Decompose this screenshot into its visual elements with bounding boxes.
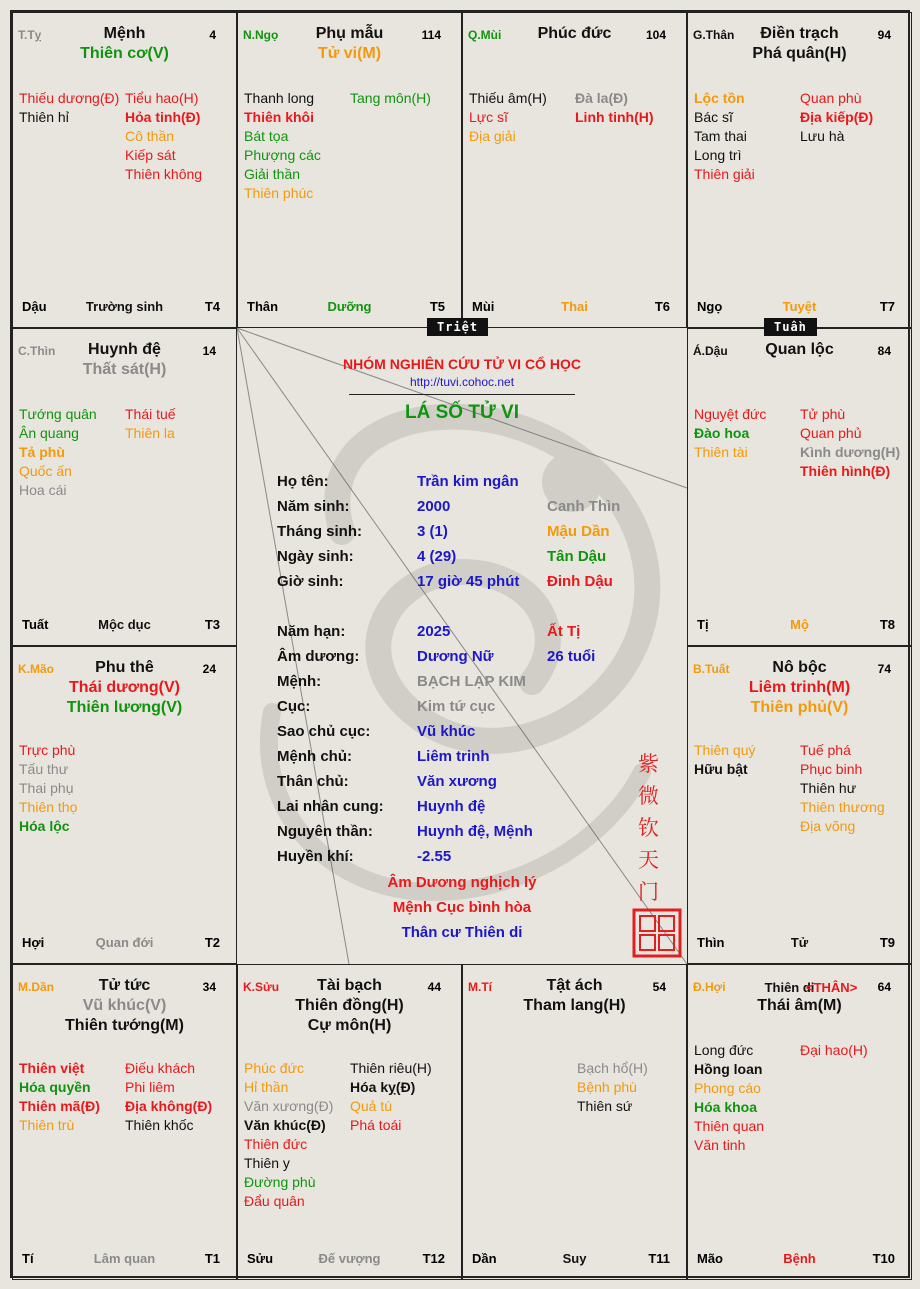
star-column-left xyxy=(19,405,97,500)
palace-cell-thin[interactable] xyxy=(12,328,237,646)
than-tag: <THÂN> xyxy=(806,980,858,995)
cycle-label: T11 xyxy=(648,1251,670,1266)
minor-star: Kiếp sát xyxy=(125,147,176,163)
minor-star: Phượng các xyxy=(244,147,321,163)
heavenly-stem-label: T.Tỵ xyxy=(18,28,42,42)
info-value: 2000 xyxy=(417,498,451,515)
star-column-right xyxy=(800,405,900,481)
life-stage-label: Dưỡng xyxy=(327,299,372,314)
main-star: Cự môn(H) xyxy=(307,1017,392,1034)
main-star: Thiên tướng(M) xyxy=(65,1017,184,1034)
minor-star: Quốc ấn xyxy=(19,463,72,479)
minor-star: Đường phù xyxy=(244,1174,316,1190)
minor-star: Cô thần xyxy=(125,128,175,144)
age-marker: 64 xyxy=(877,980,891,994)
life-stage-label: Thai xyxy=(561,299,588,314)
info-extra: Mậu Dần xyxy=(547,523,610,540)
tuan-badge: Tuần xyxy=(764,318,817,336)
minor-star: Phá toái xyxy=(350,1117,402,1133)
minor-star: Bệnh phù xyxy=(577,1079,637,1095)
age-marker: 94 xyxy=(877,28,891,42)
palace-cell-tuat[interactable] xyxy=(687,646,912,964)
star-column-right xyxy=(800,1041,868,1060)
life-stage-label: Quan đới xyxy=(95,935,154,950)
palace-name: Thiên di xyxy=(764,980,815,995)
minor-star: Tam thai xyxy=(694,128,747,144)
branch-label: Ngọ xyxy=(697,299,723,314)
age-marker: 114 xyxy=(421,28,441,42)
minor-star: Lưu hà xyxy=(800,128,845,144)
star-column-right xyxy=(800,89,873,146)
summary-note: Âm Dương nghịch lý xyxy=(387,874,537,891)
life-stage-label: Tuyệt xyxy=(782,299,817,314)
minor-star: Thai phụ xyxy=(19,780,74,796)
minor-star: Lộc tồn xyxy=(694,90,745,106)
palace-cell-dan[interactable] xyxy=(12,964,237,1280)
minor-star: Phúc đức xyxy=(244,1060,304,1076)
minor-star: Điếu khách xyxy=(125,1060,196,1076)
life-stage-label: Trường sinh xyxy=(85,299,164,314)
heavenly-stem-label: Đ.Hợi xyxy=(693,980,726,994)
branch-label: Dậu xyxy=(22,299,47,314)
info-value: 2025 xyxy=(417,623,451,640)
info-label: Họ tên: xyxy=(277,473,329,490)
cycle-label: T6 xyxy=(654,299,670,314)
star-column-left xyxy=(244,1059,333,1211)
minor-star: Tấu thư xyxy=(19,761,69,777)
heavenly-stem-label: Á.Dậu xyxy=(693,344,728,358)
palace-name: Nô bộc xyxy=(772,659,827,676)
info-value: BẠCH LẠP KIM xyxy=(417,673,526,690)
minor-star: Tang môn(H) xyxy=(350,90,431,106)
minor-star: Hồng loan xyxy=(694,1061,763,1077)
cycle-label: T1 xyxy=(204,1251,220,1266)
minor-star: Thiên thương xyxy=(800,799,885,815)
palace-name: Tài bạch xyxy=(317,977,382,994)
palace-name: Điền trạch xyxy=(760,25,839,42)
minor-star: Thiên việt xyxy=(19,1060,85,1076)
center-info-panel xyxy=(237,328,687,964)
info-value: Dương Nữ xyxy=(417,648,494,665)
info-label: Thân chủ: xyxy=(277,773,349,790)
palace-cell-mao[interactable] xyxy=(12,646,237,964)
info-label: Mệnh: xyxy=(277,673,322,690)
star-column-left xyxy=(694,405,766,462)
branch-label: Dần xyxy=(472,1251,497,1266)
cycle-label: T2 xyxy=(204,935,220,950)
minor-star: Thiên hư xyxy=(800,780,857,796)
cycle-label: T3 xyxy=(204,617,220,632)
minor-star: Hóa quyền xyxy=(19,1079,91,1095)
age-marker: 104 xyxy=(645,28,666,42)
life-stage-label: Suy xyxy=(562,1251,587,1266)
age-marker: 84 xyxy=(877,344,891,358)
info-extra: Tân Dậu xyxy=(547,548,607,565)
palace-cell-hoi[interactable] xyxy=(687,964,912,1280)
minor-star: Thiếu dương(Đ) xyxy=(19,90,120,106)
main-star: Thái âm(M) xyxy=(757,997,842,1014)
branch-label: Tị xyxy=(697,617,709,632)
age-marker: 54 xyxy=(652,980,666,994)
info-extra: Đinh Dậu xyxy=(547,573,613,590)
palace-cell-ngo[interactable] xyxy=(237,12,462,328)
minor-star: Thiên mã(Đ) xyxy=(19,1098,100,1114)
info-value: 3 (1) xyxy=(417,523,448,540)
palace-cell-dau[interactable] xyxy=(687,328,912,646)
branch-label: Tuất xyxy=(22,617,49,632)
seal-character: 门 xyxy=(638,881,659,904)
minor-star: Bác sĩ xyxy=(694,109,733,125)
main-star: Thiên cơ(V) xyxy=(80,45,169,62)
minor-star: Tuế phá xyxy=(800,742,851,758)
info-label: Năm hạn: xyxy=(277,623,346,640)
palace-cell-suu[interactable] xyxy=(237,964,462,1280)
cycle-label: T5 xyxy=(429,299,445,314)
minor-star: Long trì xyxy=(694,147,742,163)
cycle-label: T9 xyxy=(879,935,895,950)
minor-star: Bát tọa xyxy=(244,128,289,144)
minor-star: Tướng quân xyxy=(19,406,97,422)
seal-character: 微 xyxy=(638,785,659,808)
age-marker: 14 xyxy=(202,344,216,358)
minor-star: Ân quang xyxy=(19,425,79,441)
seal-character: 紫 xyxy=(638,753,659,776)
branch-label: Thân xyxy=(247,299,279,314)
life-stage-label: Bệnh xyxy=(783,1251,816,1266)
main-star: Tử vi(M) xyxy=(317,45,382,62)
minor-star: Thiên quan xyxy=(694,1118,765,1134)
palace-cell-ti[interactable] xyxy=(462,964,687,1280)
star-column-right xyxy=(575,89,654,127)
info-value: Huynh đệ, Mệnh xyxy=(417,823,533,840)
palace-name: Mệnh xyxy=(103,25,146,42)
seal-stamp-icon xyxy=(632,908,682,958)
star-column-left xyxy=(244,89,321,203)
minor-star: Long đức xyxy=(694,1042,754,1058)
palace-name: Phu thê xyxy=(95,659,154,676)
info-value: Kim tứ cục xyxy=(417,698,496,715)
palace-cell-mui[interactable] xyxy=(462,12,687,328)
minor-star: Địa võng xyxy=(800,818,856,834)
main-star: Tham lang(H) xyxy=(523,997,626,1014)
info-label: Ngày sinh: xyxy=(277,548,354,565)
age-marker: 44 xyxy=(427,980,441,994)
minor-star: Địa kiếp(Đ) xyxy=(800,109,874,125)
star-column-left xyxy=(19,89,119,127)
info-extra: 26 tuổi xyxy=(547,648,596,665)
info-label: Năm sinh: xyxy=(277,498,350,515)
info-label: Cục: xyxy=(277,698,311,715)
info-value: Huynh đệ xyxy=(417,798,486,815)
info-extra: Canh Thìn xyxy=(547,498,621,515)
branch-label: Mão xyxy=(697,1251,723,1266)
minor-star: Văn khúc(Đ) xyxy=(244,1117,326,1133)
minor-star: Quan phủ xyxy=(800,425,862,441)
minor-star: Hỏa tinh(Đ) xyxy=(125,109,201,125)
minor-star: Thiên khốc xyxy=(125,1117,194,1133)
heavenly-stem-label: M.Tí xyxy=(468,980,492,994)
chart-title: LÁ SỐ TỬ VI xyxy=(405,402,519,423)
life-stage-label: Đế vượng xyxy=(318,1251,381,1266)
minor-star: Phục binh xyxy=(800,761,863,777)
palace-cell-ty[interactable] xyxy=(12,12,237,328)
minor-star: Phi liêm xyxy=(125,1079,175,1095)
info-extra: Ất Tị xyxy=(547,623,581,640)
title-divider xyxy=(349,394,575,395)
main-star: Thất sát(H) xyxy=(82,361,167,378)
minor-star: Thiên sứ xyxy=(577,1098,633,1114)
minor-star: Thiếu âm(H) xyxy=(469,90,547,106)
minor-star: Thiên trù xyxy=(19,1117,75,1133)
minor-star: Tử phù xyxy=(800,406,846,422)
minor-star: Hóa kỵ(Đ) xyxy=(350,1079,416,1095)
info-label: Lai nhân cung: xyxy=(277,798,384,815)
minor-star: Nguyệt đức xyxy=(694,406,767,422)
main-star: Vũ khúc(V) xyxy=(82,997,167,1014)
info-value: -2.55 xyxy=(417,848,452,865)
star-column-left xyxy=(469,89,547,146)
palace-cell-than[interactable] xyxy=(687,12,912,328)
heavenly-stem-label: C.Thìn xyxy=(18,344,56,358)
star-column-left xyxy=(19,741,77,836)
minor-star: Thanh long xyxy=(244,90,315,106)
minor-star: Bạch hổ(H) xyxy=(577,1060,648,1076)
heavenly-stem-label: K.Mão xyxy=(18,662,54,676)
main-star: Thiên phủ(V) xyxy=(750,699,849,716)
age-marker: 4 xyxy=(209,28,216,42)
star-column-right xyxy=(125,89,202,184)
life-stage-label: Lâm quan xyxy=(93,1251,156,1266)
star-column-right xyxy=(800,741,885,836)
main-star: Thái dương(V) xyxy=(69,679,180,696)
minor-star: Hỉ thần xyxy=(244,1079,289,1095)
heavenly-stem-label: M.Dần xyxy=(18,980,54,994)
minor-star: Lực sĩ xyxy=(469,109,508,125)
palace-name: Tật ách xyxy=(546,977,603,994)
palace-name: Huynh đệ xyxy=(88,341,161,358)
info-label: Giờ sinh: xyxy=(277,573,344,590)
cycle-label: T4 xyxy=(204,299,220,314)
branch-label: Thìn xyxy=(697,935,725,950)
minor-star: Hóa lộc xyxy=(19,818,70,834)
minor-star: Phong cáo xyxy=(694,1080,761,1096)
life-stage-label: Mộ xyxy=(790,617,809,632)
minor-star: Trực phù xyxy=(19,742,76,758)
palace-name: Tử tức xyxy=(98,977,151,994)
info-label: Tháng sinh: xyxy=(277,523,362,540)
cycle-label: T7 xyxy=(879,299,895,314)
summary-note: Thân cư Thiên di xyxy=(401,924,523,941)
info-value: 4 (29) xyxy=(417,548,457,565)
info-value: Trần kim ngân xyxy=(417,473,519,490)
cycle-label: T12 xyxy=(422,1251,445,1266)
minor-star: Thiên tài xyxy=(694,444,748,460)
info-label: Âm dương: xyxy=(277,648,360,665)
minor-star: Đại hao(H) xyxy=(800,1042,868,1058)
main-star: Thiên lương(V) xyxy=(66,699,183,716)
info-value: Vũ khúc xyxy=(417,723,476,740)
star-column-left xyxy=(19,1059,100,1135)
minor-star: Linh tinh(H) xyxy=(575,109,654,125)
star-column-left xyxy=(694,741,755,779)
heavenly-stem-label: K.Sửu xyxy=(243,980,280,994)
palace-name: Quan lộc xyxy=(765,341,834,358)
star-column-right xyxy=(350,1059,432,1135)
minor-star: Kình dương(H) xyxy=(800,444,901,460)
info-value: 17 giờ 45 phút xyxy=(417,573,520,590)
info-value: Liêm trinh xyxy=(417,748,490,765)
minor-star: Hóa khoa xyxy=(694,1099,758,1115)
branch-label: Mùi xyxy=(472,299,495,314)
minor-star: Tiểu hao(H) xyxy=(125,90,199,106)
star-column-right xyxy=(125,1059,212,1135)
cycle-label: T8 xyxy=(879,617,895,632)
org-url-link[interactable]: http://tuvi.cohoc.net xyxy=(409,375,515,389)
minor-star: Thiên quý xyxy=(694,742,756,758)
seal-character: 天 xyxy=(638,849,659,872)
heavenly-stem-label: G.Thân xyxy=(693,28,735,42)
minor-star: Thiên phúc xyxy=(244,185,314,201)
minor-star: Hữu bật xyxy=(694,761,748,777)
minor-star: Thiên hình(Đ) xyxy=(800,463,891,479)
star-column-left xyxy=(694,89,755,184)
star-column-right xyxy=(577,1059,648,1116)
minor-star: Địa giải xyxy=(469,128,516,144)
minor-star: Tả phù xyxy=(19,444,65,460)
age-marker: 24 xyxy=(202,662,216,676)
info-label: Nguyên thần: xyxy=(277,823,373,840)
star-column-left xyxy=(694,1041,764,1155)
minor-star: Quả tú xyxy=(350,1098,393,1114)
minor-star: Thiên y xyxy=(244,1155,290,1171)
star-column-right xyxy=(125,405,176,443)
palace-name: Phụ mẫu xyxy=(315,25,384,42)
minor-star: Quan phù xyxy=(800,90,862,106)
minor-star: Thiên la xyxy=(125,425,175,441)
info-label: Mệnh chủ: xyxy=(277,748,352,765)
palace-name: Phúc đức xyxy=(537,25,612,42)
minor-star: Đẩu quân xyxy=(244,1193,305,1209)
heavenly-stem-label: B.Tuất xyxy=(693,662,730,676)
branch-label: Tí xyxy=(22,1251,34,1266)
minor-star: Đào hoa xyxy=(694,425,750,441)
summary-note: Mệnh Cục bình hòa xyxy=(392,899,532,916)
branch-label: Hợi xyxy=(22,935,45,950)
branch-label: Sửu xyxy=(247,1251,274,1266)
minor-star: Văn xương(Đ) xyxy=(244,1098,334,1114)
age-marker: 74 xyxy=(877,662,891,676)
minor-star: Đà la(Đ) xyxy=(575,90,628,106)
star-column-right xyxy=(350,89,431,108)
minor-star: Thiên riêu(H) xyxy=(350,1060,432,1076)
triet-badge: Triệt xyxy=(427,318,488,336)
info-label: Huyền khí: xyxy=(277,848,354,865)
cycle-label: T10 xyxy=(872,1251,895,1266)
minor-star: Thiên không xyxy=(125,166,203,182)
chart-board xyxy=(10,10,910,1278)
minor-star: Thiên hỉ xyxy=(19,109,69,125)
org-title: NHÓM NGHIÊN CỨU TỬ VI CỔ HỌC xyxy=(343,356,581,372)
minor-star: Văn tinh xyxy=(694,1137,746,1153)
minor-star: Thái tuế xyxy=(125,406,176,422)
life-stage-label: Tử xyxy=(790,935,809,950)
heavenly-stem-label: N.Ngọ xyxy=(243,28,279,42)
age-marker: 34 xyxy=(202,980,216,994)
minor-star: Thiên đức xyxy=(244,1136,308,1152)
minor-star: Địa không(Đ) xyxy=(125,1098,213,1114)
minor-star: Thiên khôi xyxy=(244,109,314,125)
main-star: Liêm trinh(M) xyxy=(748,679,851,696)
info-value: Văn xương xyxy=(417,773,497,790)
minor-star: Hoa cái xyxy=(19,482,67,498)
heavenly-stem-label: Q.Mùi xyxy=(468,28,502,42)
seal-character: 钦 xyxy=(638,817,659,840)
minor-star: Giải thần xyxy=(244,166,301,182)
info-label: Sao chủ cục: xyxy=(277,723,371,740)
main-star: Thiên đồng(H) xyxy=(295,997,404,1014)
minor-star: Thiên giải xyxy=(694,166,755,182)
minor-star: Thiên thọ xyxy=(19,799,78,815)
main-star: Phá quân(H) xyxy=(752,45,847,62)
life-stage-label: Mộc dục xyxy=(98,617,151,632)
